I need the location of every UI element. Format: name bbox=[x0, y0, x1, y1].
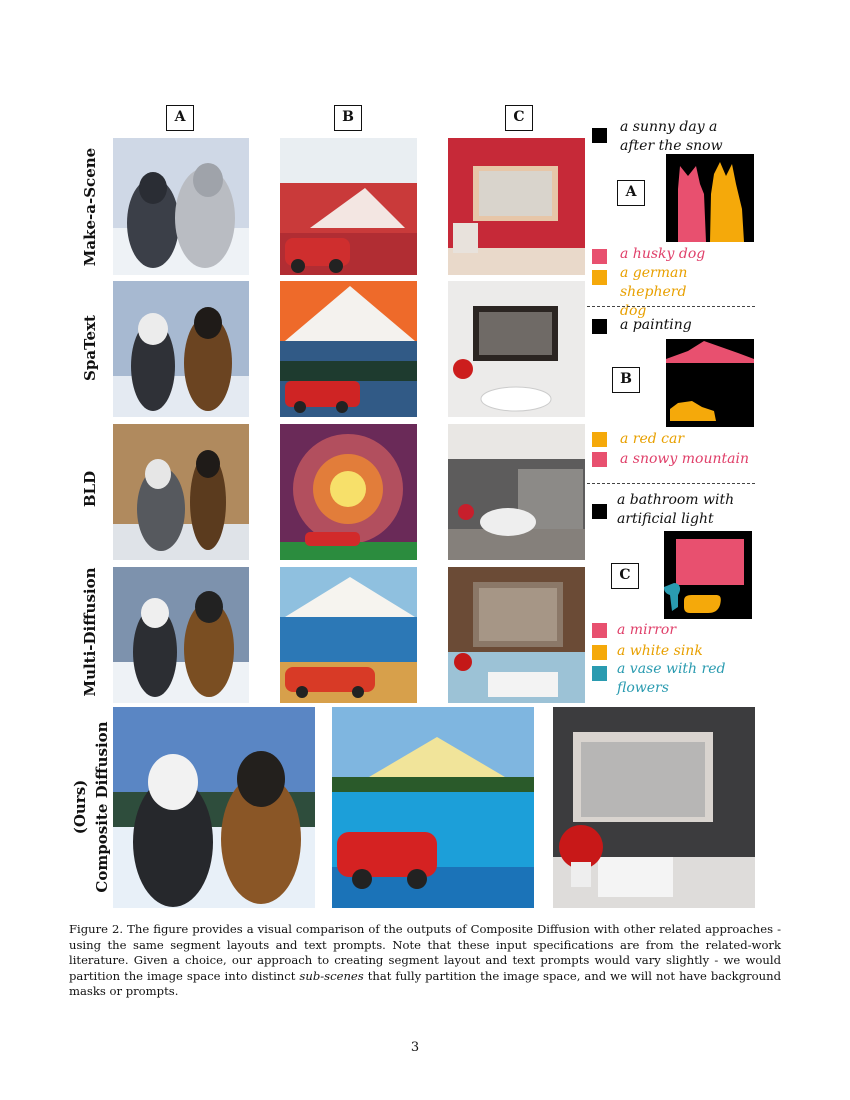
image-make-a-scene-dogs bbox=[113, 138, 249, 275]
prompt-snowy-mountain: a snowy mountain bbox=[620, 451, 749, 467]
caption-text-before: Figure 2. The figure provides a visual comparison of the outputs of Composite Diffusion with other related approaches - using the same segment layouts and text prompts. Note that these input specifications are from the related-work literature. Given a choice, our approach to creating segment layout and text prompts would vary slightly - we would partition the image space into distinct bbox=[69, 922, 781, 983]
layout-label-a: A bbox=[617, 180, 645, 206]
column-header-a: A bbox=[166, 105, 194, 131]
image-bld-car bbox=[280, 424, 417, 560]
row-label-composite: Composite Diffusion bbox=[93, 721, 111, 893]
image-spatext-car bbox=[280, 281, 417, 417]
swatch-german-shepherd bbox=[592, 270, 607, 285]
row-label-ours: (Ours) bbox=[71, 779, 89, 835]
layout-label-c: C bbox=[611, 563, 639, 589]
segment-layout-c bbox=[664, 531, 752, 619]
prompt-white-sink: a white sink bbox=[617, 643, 703, 659]
swatch-mirror bbox=[592, 623, 607, 638]
swatch-husky-dog bbox=[592, 249, 607, 264]
row-label-composite-diffusion bbox=[69, 707, 115, 907]
swatch-background-b bbox=[592, 319, 607, 334]
prompt-b-background: a painting bbox=[620, 317, 692, 333]
segment-layout-b bbox=[666, 339, 754, 427]
swatch-background-c bbox=[592, 504, 607, 519]
image-multi-diffusion-bathroom bbox=[448, 567, 585, 703]
row-label-multi-diffusion: Multi-Diffusion bbox=[81, 567, 99, 697]
image-composite-diffusion-car bbox=[332, 707, 534, 908]
swatch-background-a bbox=[592, 128, 607, 143]
image-spatext-dogs bbox=[113, 281, 249, 417]
image-composite-diffusion-bathroom bbox=[553, 707, 755, 908]
prompt-c-background: a bathroom with artificial light bbox=[617, 492, 735, 527]
image-multi-diffusion-dogs bbox=[113, 567, 249, 703]
row-label-make-a-scene: Make-a-Scene bbox=[81, 147, 99, 267]
row-label-spatext: SpaText bbox=[81, 315, 99, 381]
column-header-c: C bbox=[505, 105, 533, 131]
divider-ab bbox=[587, 306, 755, 307]
figure-caption bbox=[69, 922, 781, 1000]
prompt-vase: a vase with red flowers bbox=[617, 661, 726, 696]
layout-label-b: B bbox=[612, 367, 640, 393]
image-bld-dogs bbox=[113, 424, 249, 560]
segment-layout-a bbox=[666, 154, 754, 242]
image-composite-diffusion-dogs bbox=[113, 707, 315, 908]
prompt-mirror: a mirror bbox=[617, 622, 677, 638]
row-label-bld: BLD bbox=[81, 470, 99, 508]
swatch-vase bbox=[592, 666, 607, 681]
image-make-a-scene-car bbox=[280, 138, 417, 275]
prompt-red-car: a red car bbox=[620, 431, 685, 447]
swatch-red-car bbox=[592, 432, 607, 447]
prompt-a-background: a sunny day a after the snow bbox=[620, 119, 723, 154]
prompt-german-shepherd: a german shepherd dog bbox=[620, 265, 688, 319]
image-spatext-bathroom bbox=[448, 281, 585, 417]
page-number: 3 bbox=[410, 1040, 420, 1055]
image-bld-bathroom bbox=[448, 424, 585, 560]
swatch-snowy-mountain bbox=[592, 452, 607, 467]
caption-emphasis: sub-scenes bbox=[299, 968, 364, 983]
divider-bc bbox=[587, 483, 755, 484]
column-header-b: B bbox=[334, 105, 362, 131]
image-multi-diffusion-car bbox=[280, 567, 417, 703]
image-make-a-scene-bathroom bbox=[448, 138, 585, 275]
caption-text-after: that fully partition the image space, and we will not have background masks or prompts. bbox=[69, 968, 781, 998]
prompt-husky-dog: a husky dog bbox=[620, 246, 706, 262]
swatch-white-sink bbox=[592, 645, 607, 660]
